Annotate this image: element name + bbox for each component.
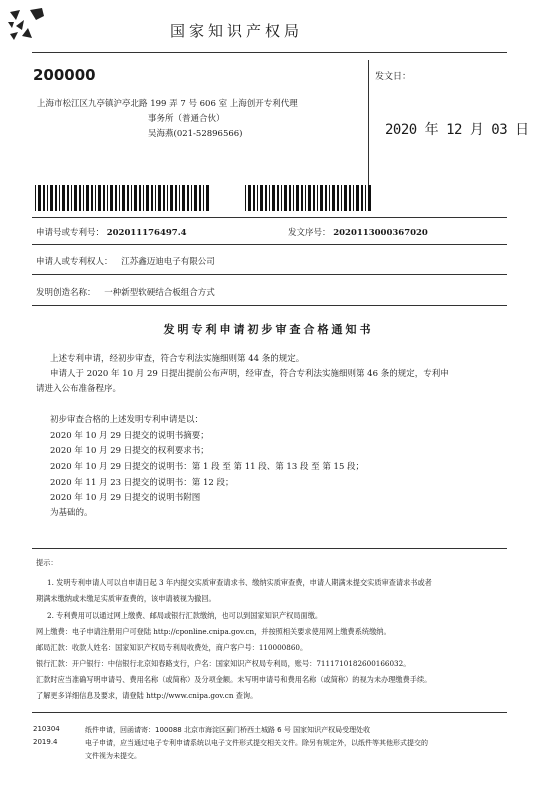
basis-item: 2020 年 10 月 29 日提交的权利要求书；	[50, 446, 209, 456]
notice-paragraph-2-line1: 申请人于 2020 年 10 月 29 日提出提前公布声明，经审查，符合专利法实施细则第 46 条的规定，专利申	[50, 369, 449, 379]
dispatch-date: 2020 年 12 月 03 日	[385, 122, 529, 138]
applicant-row	[36, 255, 215, 267]
date-column-divider	[368, 60, 369, 205]
tips-heading: 提示：	[36, 558, 58, 567]
recipient-contact: 吴海燕(021-52896566)	[148, 129, 243, 139]
cnipa-logo-icon	[6, 6, 46, 44]
tip-line: 了解更多详细信息及要求，请登陆 http://www.cnipa.gov.cn 查询。	[36, 691, 258, 700]
basis-item: 2020 年 11 月 23 日提交的说明书：第 12 段；	[50, 478, 234, 488]
recipient-address-line2: 事务所（普通合伙）	[148, 114, 225, 124]
tip-line: 汇款时应当准确写明申请号、费用名称（或简称）及分项金额。未写明申请号和费用名称（或简称）的视为未办理缴费手续。	[36, 675, 432, 684]
tip-line: 网上缴费：电子申请注册用户可登陆 http://cponline.cnipa.gov.cn，并按照相关要求使用网上缴费系统缴纳。	[36, 627, 391, 636]
tip-line: 1. 发明专利申请人可以自申请日起 3 年内提交实质审查请求书、缴纳实质审查费，申请人期满未提交实质审查请求书或者	[47, 578, 432, 587]
applicant-label: 申请人或专利权人：	[36, 257, 113, 267]
basis-item: 2020 年 10 月 29 日提交的说明书：第 1 段 至 第 11 段、第 13 段 至 第 15 段；	[50, 462, 365, 472]
tip-line: 邮局汇款：收款人姓名：国家知识产权局专利局收费处，商户客户号：110000860。	[36, 643, 308, 652]
notice-title: 发明专利申请初步审查合格通知书	[163, 323, 374, 336]
application-number-label: 申请号或专利号：	[36, 228, 105, 238]
address-block-divider	[32, 217, 507, 218]
serial-number-row	[288, 226, 428, 238]
recipient-address-line1: 上海市松江区九亭镇沪亭北路 199 弄 7 号 606 室 上海创开专利代理	[37, 99, 298, 109]
invention-label: 发明创造名称：	[36, 288, 96, 298]
basis-item: 2020 年 10 月 29 日提交的说明书附图	[50, 493, 201, 503]
serial-number-label: 发文序号：	[288, 228, 331, 238]
row-divider	[32, 274, 507, 275]
basis-end: 为基础的。	[50, 508, 93, 518]
invention-title: 一种新型软硬结合板组合方式	[104, 288, 215, 298]
dispatch-date-label: 发文日：	[375, 72, 412, 82]
form-version: 2019.4	[33, 738, 58, 746]
row-divider	[32, 244, 507, 245]
header-divider	[32, 52, 507, 53]
tip-line: 银行汇款：开户银行：中信银行北京知春路支行，户名：国家知识产权局专利局，账号：7111710182600166032。	[36, 659, 411, 668]
notice-paragraph-1: 上述专利申请，经初步审查，符合专利法实施细则第 44 条的规定。	[50, 354, 305, 364]
footer-divider	[32, 712, 507, 713]
serial-number: 2020113000367020	[333, 228, 428, 238]
footer-electronic-note: 电子申请，应当通过电子专利申请系统以电子文件形式提交相关文件。除另有规定外，以纸件等其他形式提交的	[85, 739, 428, 747]
tips-divider	[32, 548, 507, 549]
notice-paragraph-2-line2: 请进入公布准备程序。	[36, 384, 122, 394]
tip-line: 期满未缴纳或未缴足实质审查费的，该申请被视为撤回。	[36, 594, 216, 603]
tip-line: 2. 专利费用可以通过网上缴费、邮局或银行汇款缴纳，也可以到国家知识产权局面缴。	[47, 611, 323, 620]
application-number-row	[36, 226, 187, 238]
form-code: 210304	[33, 725, 60, 733]
row-divider	[32, 305, 507, 306]
office-name: 国家知识产权局	[170, 22, 304, 40]
invention-row	[36, 286, 215, 298]
applicant-name: 江苏鑫迈迪电子有限公司	[121, 257, 215, 267]
footer-electronic-note-cont: 文件视为未提交。	[85, 752, 141, 760]
application-number: 202011176497.4	[106, 228, 187, 238]
recipient-postcode: 200000	[33, 66, 96, 84]
basis-intro: 初步审查合格的上述发明专利申请是以：	[50, 415, 204, 425]
barcode-left	[35, 185, 210, 211]
basis-item: 2020 年 10 月 29 日提交的说明书摘要；	[50, 431, 209, 441]
footer-mail-address: 纸件申请，回函请寄：100088 北京市海淀区蓟门桥西土城路 6 号 国家知识产权局受理处收	[85, 726, 371, 734]
barcode-right	[245, 185, 373, 211]
